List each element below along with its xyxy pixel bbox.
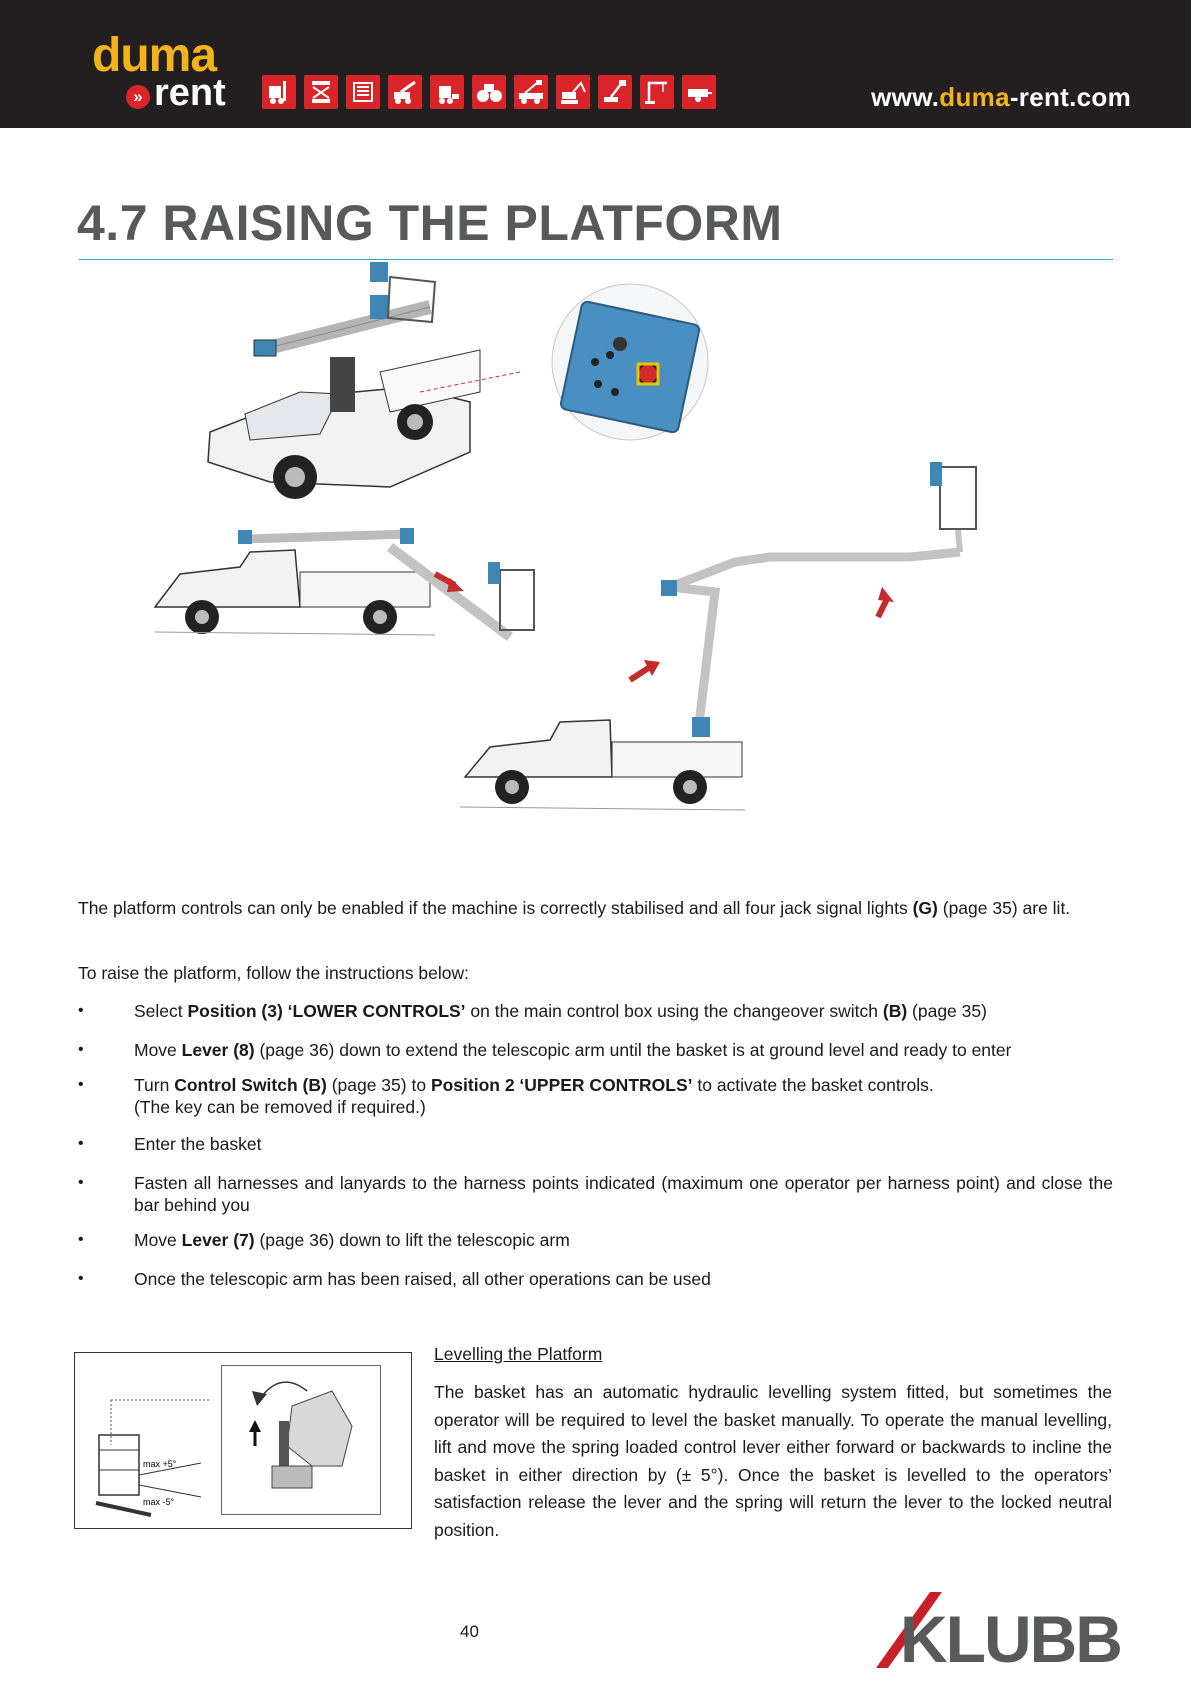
bullet-icon: • [78,1135,84,1152]
step-text: Fasten all harnesses and lanyards to the harness points indicated (maximum one operator per harness point) and close the bar behind you [134,1173,1113,1215]
crane-icon [640,75,674,109]
truck-mounted-lift-icon [514,75,548,109]
step-text: Turn Control Switch (B) (page 35) to Position 2 ‘UPPER CONTROLS’ to activate the basket controls. (The key can be removed if required.) [134,1075,934,1117]
control-box-detail [552,284,708,440]
bullet-icon: • [78,1174,84,1191]
header-bar [0,0,1191,128]
forklift-icon [262,75,296,109]
title-divider [79,259,1113,260]
bullet-icon: • [78,1270,84,1287]
website-prefix: www. [871,82,940,112]
step-text: Enter the basket [134,1134,262,1154]
intro-text-c: (page 35) are lit. [937,898,1071,918]
website-link[interactable] [871,82,1131,113]
step-text: Select Position (3) ‘LOWER CONTROLS’ on the main control box using the changeover switch (B) (page 35) [134,1001,987,1021]
klubb-logo [872,1592,1122,1670]
truck-perspective-figure [208,262,480,499]
truck-raised-arm-figure [460,462,976,810]
bullet-icon: • [78,1002,84,1019]
levelling-heading: Levelling the Platform [434,1344,603,1364]
logo-duma-text: duma [92,29,217,82]
excavator-icon [556,75,590,109]
max-down-label: max -5° [143,1497,175,1507]
step-text: Once the telescopic arm has been raised, all other operations can be used [134,1269,711,1289]
platform-illustration [150,262,1070,872]
logo-rent-text: rent [154,72,226,114]
logo-chevron-icon: » [126,85,150,109]
klubb-text: KLUBB [900,1602,1121,1670]
intro-paragraph [78,895,1113,922]
max-up-label: max +5° [143,1459,177,1469]
intro-text-b: (G) [912,898,938,918]
website-suffix: -rent.com [1009,82,1131,112]
bullet-icon: • [78,1076,84,1093]
trailer-icon [682,75,716,109]
skid-steer-icon [430,75,464,109]
duma-rent-logo[interactable] [92,29,242,118]
lever-hand-figure [221,1365,381,1515]
scissor-lift-icon [304,75,338,109]
compactor-icon [472,75,506,109]
step-text: Move Lever (7) (page 36) down to lift the telescopic arm [134,1230,570,1250]
instructions-lead: To raise the platform, follow the instructions below: [78,963,470,983]
step-text: Move Lever (8) (page 36) down to extend the telescopic arm until the basket is at ground level and ready to enter [134,1040,1012,1060]
page-number: 40 [460,1622,479,1641]
boom-lift-icon [598,75,632,109]
levelling-diagram [74,1352,412,1529]
basket-tilt-figure [81,1355,221,1525]
generator-icon [346,75,380,109]
bullet-icon: • [78,1231,84,1248]
intro-text-a: The platform controls can only be enabled if the machine is correctly stabilised and all four jack signal lights [78,898,913,918]
levelling-body: The basket has an automatic hydraulic levelling system fitted, but sometimes the operator will be required to level the basket manually. To operate the manual levelling, lift and move the spring loaded control lever either forward or backwards to incline the basket in either direction by (± 5°). Once the basket is levelled to the operators’ satisfaction release the lever and the spring will return the lever to the locked neutral position. [434,1382,1112,1540]
website-brand: duma [939,82,1010,112]
equipment-icon-strip [262,75,716,109]
truck-lowered-arm-figure [155,528,534,637]
telehandler-icon [388,75,422,109]
page-title: 4.7 RAISING THE PLATFORM [77,195,783,251]
bullet-icon: • [78,1041,84,1058]
